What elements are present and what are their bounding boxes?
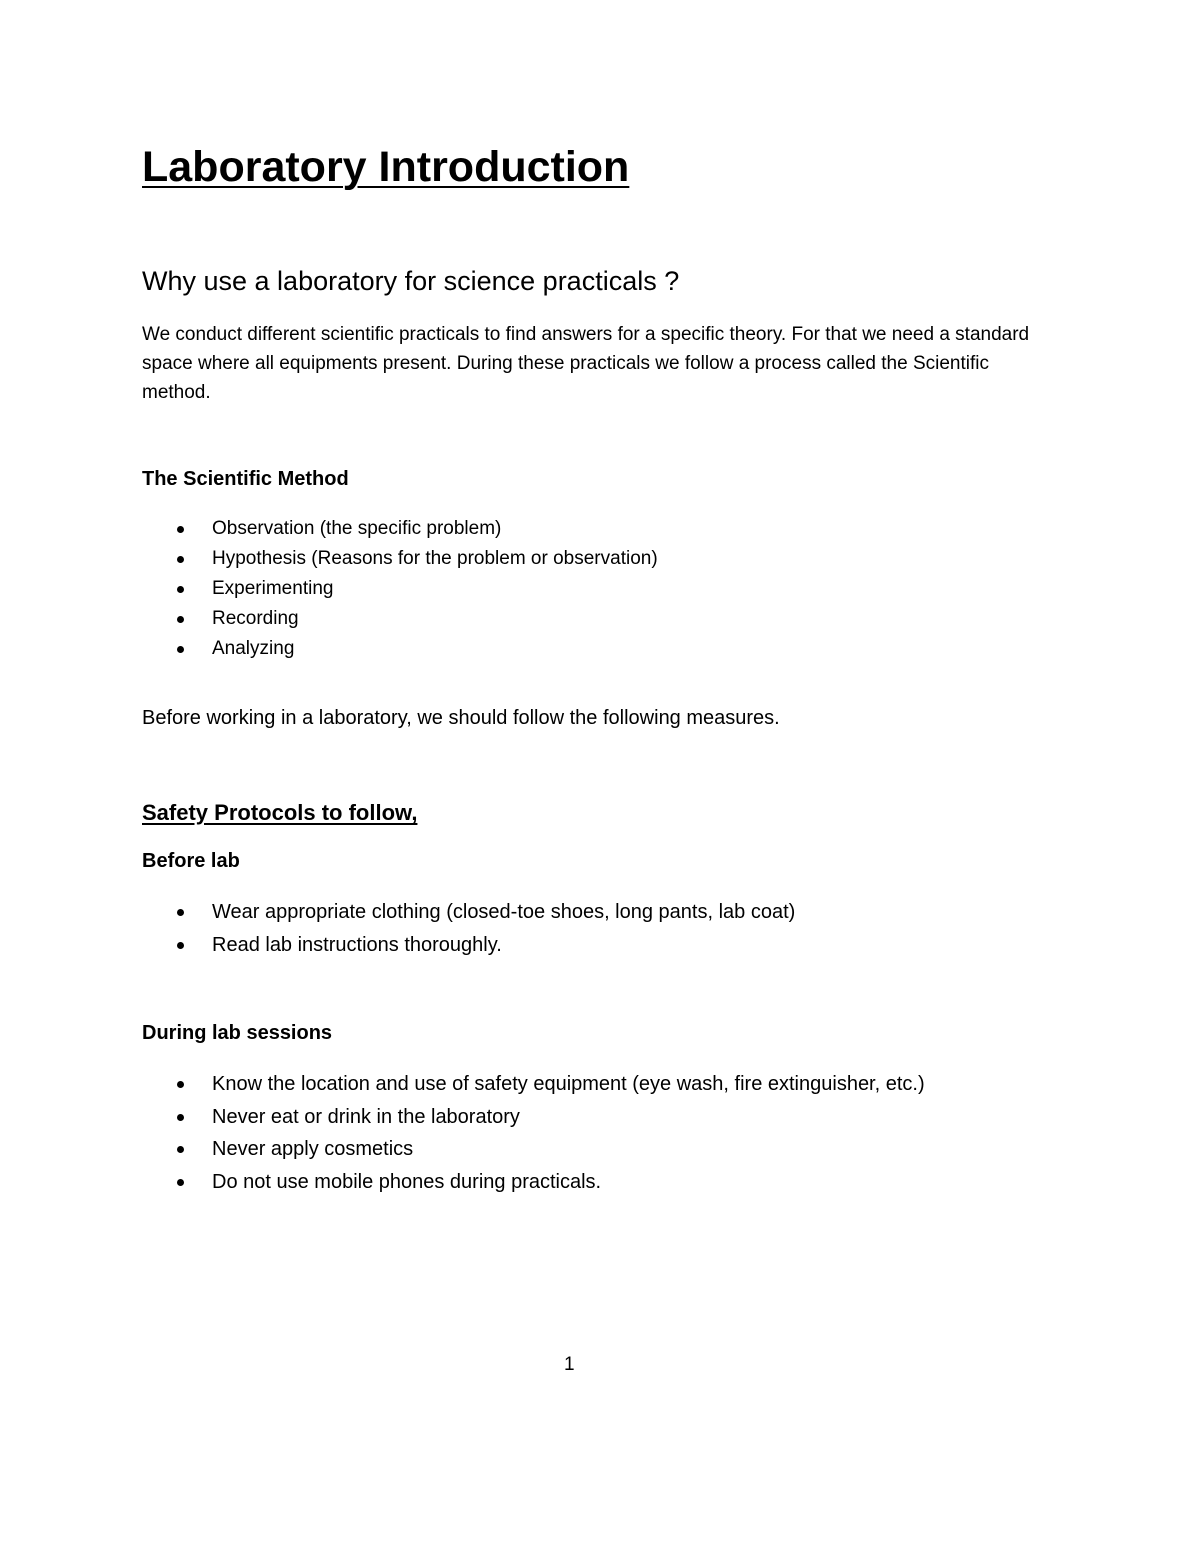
page-title: Laboratory Introduction [142,143,630,191]
scientific-method-heading: The Scientific Method [142,468,349,490]
before-lab-heading: Before lab [142,850,240,872]
list-item: Never apply cosmetics [142,1133,925,1166]
list-item: Hypothesis (Reasons for the problem or observation) [142,544,658,574]
list-item: Never eat or drink in the laboratory [142,1101,925,1134]
page-number: 1 [564,1354,575,1375]
during-lab-heading: During lab sessions [142,1022,333,1044]
list-item: Do not use mobile phones during practicals. [142,1166,925,1199]
list-item: Analyzing [142,634,658,664]
safety-protocols-heading: Safety Protocols to follow, [142,800,418,825]
before-working-text: Before working in a laboratory, we should follow the following measures. [142,707,780,729]
list-item: Recording [142,604,658,634]
before-lab-list [142,896,795,961]
list-item: Know the location and use of safety equipment (eye wash, fire extinguisher, etc.) [142,1068,925,1101]
list-item: Wear appropriate clothing (closed-toe shoes, long pants, lab coat) [142,896,795,929]
section-subtitle: Why use a laboratory for science practicals ? [142,266,680,296]
list-item: Observation (the specific problem) [142,514,658,544]
intro-paragraph: We conduct different scientific practicals to find answers for a specific theory. For that we need a standard space where all equipments present. During these practicals we follow a process called the Scientific method. [142,324,1030,403]
list-item: Experimenting [142,574,658,604]
during-lab-list [142,1068,925,1198]
scientific-method-list [142,514,658,664]
list-item: Read lab instructions thoroughly. [142,929,795,962]
